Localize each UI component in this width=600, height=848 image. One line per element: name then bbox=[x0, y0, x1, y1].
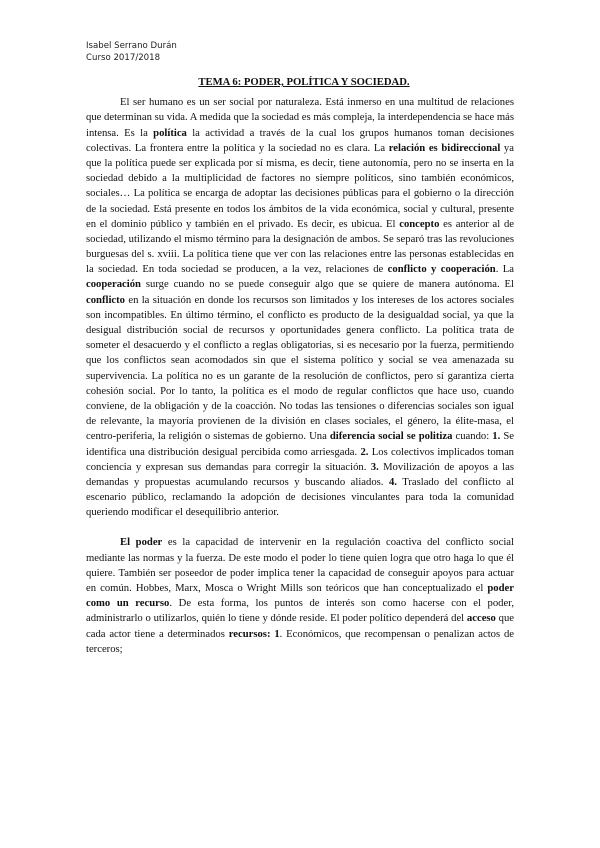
bold-term: 1 bbox=[274, 628, 280, 640]
bold-term: conflicto y cooperación bbox=[387, 264, 496, 276]
text-run: Movilización de apoyos a las demandas y propuestas acumulando recursos y buscando aliados. bbox=[86, 461, 514, 488]
text-run: ya que la política puede ser explicada por sí misma, es decir, tiene autonomía, pero no se inserta en la sociedad debido a la multiplicidad de factores no siempre políticos, sino también económicos, sociales… La política se encarga de adoptar las decisiones públicas para el gobierno o la dirección de la sociedad. Está presente en todos los ámbitos de la vida económica, social y cultural, presente en el dominio público y también en el privado. Es decir, es ubicua. El bbox=[86, 142, 514, 230]
document-body bbox=[86, 75, 514, 657]
text-run: Traslado del conflicto al escenario público, reclamando la adopción de decisiones vinculantes para toda la comunidad queriendo modificar el desequilibrio anterior. bbox=[86, 476, 514, 519]
course-year: Curso 2017/2018 bbox=[86, 53, 161, 63]
text-run: . La bbox=[495, 264, 515, 276]
bold-term: 4. bbox=[388, 476, 397, 488]
paragraph-politica bbox=[86, 95, 514, 520]
bold-term: 2. bbox=[360, 446, 369, 458]
text-run: Los colectivos implicados toman conciencia y expresan sus demandas para corregir la situación. bbox=[86, 446, 515, 473]
text-run: El ser humano es un ser social por naturaleza. Está inmerso en una multitud de relaciones que determinan su vida. A medida que la sociedad es más compleja, la interdependencia se hace más intensa. Es la bbox=[86, 97, 514, 139]
text-run: que cada actor tiene a determinados bbox=[86, 613, 515, 640]
bold-term: concepto bbox=[399, 218, 440, 230]
bold-term: 1. bbox=[492, 431, 501, 443]
text-run: surge cuando no se puede conseguir algo que se quiere de manera autónoma. El bbox=[140, 279, 514, 291]
document-title: TEMA 6: PODER, POLÍTICA Y SOCIEDAD. bbox=[198, 77, 410, 88]
bold-term: 3. bbox=[370, 461, 379, 473]
text-run: es anterior al de sociedad, utilizando el mismo término para la designación de ambos. Se separó tras las revoluciones burguesas del s. xviii. La política tiene que ver con las relaciones entre las personas establecidas en la sociedad. En toda sociedad se producen, a la vez, relaciones de bbox=[86, 218, 514, 276]
bold-term: poder como un recurso bbox=[86, 583, 514, 610]
text-run: . Económicos, que recompensan o penalizan actos de terceros; bbox=[86, 628, 515, 655]
paragraph-poder bbox=[86, 535, 514, 657]
bold-term: conflicto bbox=[86, 294, 126, 306]
text-run: la actividad a través de la cual los grupos humanos toman decisiones colectivas. La frontera entre la política y la sociedad no es clara. La bbox=[86, 127, 514, 154]
author-name: Isabel Serrano Durán bbox=[86, 41, 177, 51]
bold-term: acceso bbox=[466, 613, 496, 625]
text-run: Se identifica una distribución desigual percibida como arriesgada. bbox=[86, 431, 514, 458]
bold-term: cooperación bbox=[86, 279, 141, 291]
page-header bbox=[86, 40, 177, 64]
text-run: . De esta forma, los puntos de interés son como hacerse con el poder, administrarlo o utilizarlos, quién lo tiene y dónde reside. El poder político dependerá del bbox=[86, 598, 514, 625]
text-run: cuando: bbox=[452, 431, 493, 443]
bold-term: diferencia social se politiza bbox=[329, 431, 453, 443]
bold-term: política bbox=[153, 127, 187, 139]
bold-term: recursos: bbox=[228, 628, 271, 640]
bold-term: El poder bbox=[120, 537, 163, 549]
text-run: en la situación en donde los recursos son limitados y los intereses de los actores sociales son incompatibles. En último término, el conflicto es producto de la desigualdad social, ya que la desigual distribución social de recursos y oportunidades genera conflicto. La política trata de someter el desacuerdo y el conflicto a reglas obligatorias, si es necesario por la fuerza, permitiendo que los conflictos sean acomodados sin que el sistema político y social se vea amenazada su supervivencia. La política no es un garante de la resolución de conflictos, pero sí garantiza cierta cohesión social. Por lo tanto, la política es el modo de regular conflictos que hace uso, cuando conviene, de la obligación y de la coacción. No todas las tensiones o diferencias sociales son igual de relevante, la mayoría provienen de la división en clases sociales, el género, la élite-masa, el centro-periferia, la religión o sistemas de gobierno. Una bbox=[86, 294, 514, 443]
bold-term: relación es bidireccional bbox=[388, 142, 501, 154]
text-run: es la capacidad de intervenir en la regulación coactiva del conflicto social mediante las normas y la fuerza. De este modo el poder lo tiene quien logra que otro haga lo que él quiere. También ser poseedor de poder implica tener la capacidad de conseguir apoyos para actuar en común. Hobbes, Marx, Mosca o Wright Mills son teóricos que han conceptualizado el bbox=[86, 537, 514, 594]
